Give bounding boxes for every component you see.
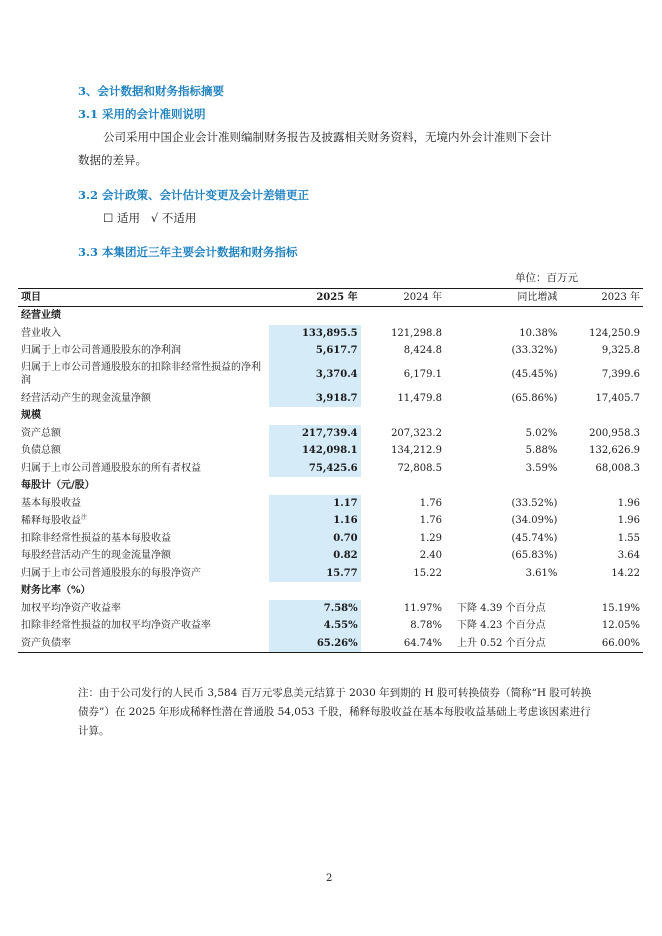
row-label [18,512,269,530]
value-2025: 65.26% [269,635,361,653]
value-yoy: (45.45%) [511,368,558,380]
value-2025: 3,370.4 [269,360,361,390]
empty-cell [560,582,643,600]
section-3-1-text-line2: 数据的差异。 [78,153,147,167]
value-2024: 2.40 [419,550,442,561]
row-label [18,325,269,343]
value-2025: 217,739.4 [269,425,361,443]
empty-cell [445,582,560,600]
value-2025: 7.58% [269,600,361,618]
value-2025: 15.77 [269,565,361,583]
value-2023: 9,325.8 [601,345,640,356]
value-yoy: (65.83%) [511,550,558,561]
value-2023: 124,250.9 [589,327,640,339]
row-label-text: 稀释每股收益 [21,515,81,527]
header-2024: 2024 年 [361,289,445,307]
table-row [18,495,643,513]
value-2023: 15.19% [601,602,640,614]
row-label-text: 资产总额 [21,427,61,439]
value-2023: 12.05% [601,620,640,631]
empty-cell [560,307,643,325]
page-number: 2 [326,873,333,884]
value-2025: 133,895.5 [269,325,361,343]
value-2025: 4.55% [269,617,361,635]
empty-cell [445,407,560,425]
empty-cell [269,307,361,325]
row-label-text: 归属于上市公司普通股股东的所有者权益 [21,462,201,474]
value-2024: 6,179.1 [403,368,442,380]
empty-cell [269,477,361,495]
value-yoy: (33.52%) [511,497,558,509]
value-2024: 8,424.8 [403,345,442,356]
section-3-1-text-line1: 公司采用中国企业会计准则编制财务报告及披露相关财务资料，无境内外会计准则下会计 [103,130,552,144]
value-yoy: 5.88% [525,445,558,456]
financial-data-table [18,288,643,653]
table-row [18,547,643,565]
value-yoy: 下降 4.23 个百分点 [456,620,546,631]
table-row [18,617,643,635]
row-label [18,617,269,635]
value-2024: 64.74% [403,637,442,649]
row-label-text: 经营活动产生的现金流量净额 [21,392,151,404]
row-label [18,530,269,548]
value-yoy: 下降 4.39 个百分点 [456,602,546,614]
value-2024: 121,298.8 [391,327,442,339]
section-row [18,477,643,495]
table-row [18,390,643,408]
row-label [18,495,269,513]
table-header-row [18,289,643,307]
value-yoy: (34.09%) [511,515,558,526]
row-label-text: 归属于上市公司普通股股东的每股净资产 [21,567,201,579]
value-2023: 1.96 [617,515,640,526]
row-label [18,342,269,360]
empty-cell [560,407,643,425]
table-row [18,360,643,390]
empty-cell [361,582,445,600]
value-2024: 1.29 [419,532,442,544]
header-2023: 2023 年 [560,289,643,307]
row-label [18,565,269,583]
section-title: 规模 [21,410,41,421]
empty-cell [361,307,445,325]
section-row [18,407,643,425]
value-2023: 200,958.3 [589,427,640,439]
value-2024: 207,323.2 [391,427,442,439]
empty-cell [269,407,361,425]
value-yoy: (45.74%) [511,532,558,544]
row-label [18,600,269,618]
value-2024: 11,479.8 [397,392,442,404]
row-label-text: 扣除非经常性损益的基本每股收益 [21,532,171,544]
value-yoy: 3.59% [525,462,558,474]
value-2023: 66.00% [601,637,640,649]
value-yoy: 3.61% [525,567,558,579]
empty-cell [445,307,560,325]
value-2024: 1.76 [419,515,442,526]
value-yoy: 5.02% [525,427,558,439]
header-item: 项目 [18,289,269,307]
row-label [18,425,269,443]
table-row [18,512,643,530]
value-2024: 8.78% [410,620,442,631]
value-2024: 134,212.9 [391,445,442,456]
section-3-3-heading: 3.3 本集团近三年主要会计数据和财务指标 [78,245,298,259]
header-yoy: 同比增减 [445,289,560,307]
row-label [18,547,269,565]
row-label-text: 归属于上市公司普通股股东的净利润 [21,345,181,356]
value-yoy: 10.38% [519,327,558,339]
value-yoy: (33.32%) [511,345,558,356]
row-label [18,635,269,653]
section-3-heading: 3、会计数据和财务指标摘要 [78,84,225,98]
value-2025: 3,918.7 [269,390,361,408]
value-2023: 1.96 [617,497,640,509]
table-row [18,530,643,548]
row-label-text: 加权平均净资产收益率 [21,602,121,614]
row-label [18,390,269,408]
empty-cell [560,477,643,495]
value-2025: 0.82 [269,547,361,565]
value-2023: 68,008.3 [595,462,640,474]
value-2024: 11.97% [403,602,442,614]
section-title: 财务比率（%） [21,585,91,596]
table-row [18,342,643,360]
footnote-marker: 注 [81,513,88,521]
section-row [18,307,643,325]
table-row [18,442,643,460]
unit-label: 单位：百万元 [515,272,578,284]
row-label [18,360,269,390]
empty-cell [361,477,445,495]
section-title: 每股计（元/股） [21,480,95,491]
value-2024: 15.22 [413,567,442,579]
value-2025: 1.16 [269,512,361,530]
section-title: 经营业绩 [21,310,61,321]
row-label [18,442,269,460]
section-3-1-heading: 3.1 采用的会计准则说明 [78,107,206,121]
table-row [18,325,643,343]
empty-cell [445,477,560,495]
empty-cell [361,407,445,425]
value-2024: 1.76 [419,497,442,509]
value-2025: 142,098.1 [269,442,361,460]
table-row [18,425,643,443]
value-2023: 1.55 [617,532,640,544]
row-label-text: 每股经营活动产生的现金流量净额 [21,550,171,561]
value-2023: 14.22 [611,567,640,579]
table-row [18,460,643,478]
value-yoy: (65.86%) [511,392,558,404]
value-2023: 3.64 [617,550,640,561]
value-2025: 0.70 [269,530,361,548]
row-label-text: 归属于上市公司普通股股东的扣除非经常性损益的净利润 [21,362,261,386]
row-label-text: 资产负债率 [21,637,71,649]
row-label-text: 负债总额 [21,445,61,456]
table-row [18,600,643,618]
value-2023: 7,399.6 [601,368,640,380]
value-2023: 17,405.7 [595,392,640,404]
value-2025: 75,425.6 [269,460,361,478]
footnote: 注：由于公司发行的人民币 3,584 百万元零息美元结算于 2030 年到期的 H 股可转换债券（简称“H 股可转换债券”）在 2025 年形成稀释性潜在普通股 54,053 千股，稀释每股收益在基本每股收益基础上考虑该因素进行计算。 [78,687,592,737]
row-label [18,460,269,478]
section-3-2-heading: 3.2 会计政策、会计估计变更及会计差错更正 [78,188,310,202]
table-row [18,635,643,653]
header-2025: 2025 年 [269,289,361,307]
applicability-checkboxes: ☐ 适用 √ 不适用 [103,211,197,225]
empty-cell [269,582,361,600]
table-row [18,565,643,583]
section-row [18,582,643,600]
row-label-text: 基本每股收益 [21,497,81,509]
row-label-text: 扣除非经常性损益的加权平均净资产收益率 [21,620,211,631]
value-2023: 132,626.9 [589,445,640,456]
value-2024: 72,808.5 [397,462,442,474]
value-yoy: 上升 0.52 个百分点 [456,637,546,649]
value-2025: 1.17 [269,495,361,513]
row-label-text: 营业收入 [21,327,61,339]
value-2025: 5,617.7 [269,342,361,360]
